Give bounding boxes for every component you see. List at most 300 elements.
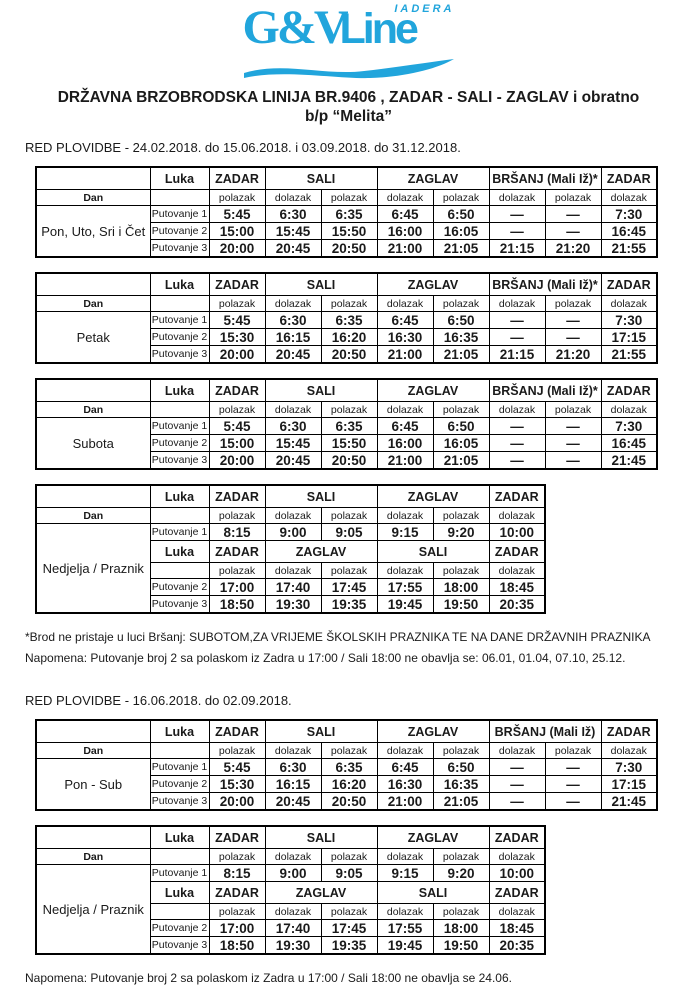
timetable <box>35 484 546 614</box>
time-cell: — <box>545 776 601 793</box>
time-cell: 17:55 <box>377 920 433 937</box>
time-cell: 18:50 <box>209 937 265 955</box>
timetable <box>35 378 658 470</box>
time-cell: — <box>489 776 545 793</box>
time-cell: 15:00 <box>209 435 265 452</box>
day-name: Petak <box>36 312 150 364</box>
time-cell: 16:35 <box>433 776 489 793</box>
col-direction-label: polazak <box>321 849 377 865</box>
time-cell: 20:50 <box>321 793 377 811</box>
trip-label: Putovanje 3 <box>150 596 209 614</box>
time-cell: 8:15 <box>209 524 265 541</box>
time-cell: 9:20 <box>433 524 489 541</box>
port-header: ZAGLAV <box>265 541 377 563</box>
time-cell: 20:45 <box>265 452 321 470</box>
col-direction-label: dolazak <box>377 402 433 418</box>
time-cell: 6:35 <box>321 759 377 776</box>
time-cell: 19:45 <box>377 596 433 614</box>
time-cell: 21:05 <box>433 452 489 470</box>
time-cell: — <box>489 452 545 470</box>
time-cell: 6:45 <box>377 759 433 776</box>
port-header: ZADAR <box>209 485 265 508</box>
putovanje-header-blank <box>150 508 209 524</box>
col-direction-label: polazak <box>545 402 601 418</box>
wave-icon <box>243 59 455 79</box>
time-cell: 9:05 <box>321 524 377 541</box>
port-header: ZADAR <box>489 826 545 849</box>
trip-label: Putovanje 2 <box>150 776 209 793</box>
trip-label: Putovanje 2 <box>150 920 209 937</box>
col-direction-label: polazak <box>433 190 489 206</box>
time-cell: — <box>545 312 601 329</box>
col-direction-label: dolazak <box>489 402 545 418</box>
trip-label: Putovanje 3 <box>150 937 209 955</box>
time-cell: 18:45 <box>489 920 545 937</box>
col-direction-label: polazak <box>321 296 377 312</box>
time-cell: — <box>489 759 545 776</box>
time-cell: — <box>545 329 601 346</box>
time-cell: — <box>545 206 601 223</box>
time-cell: 20:45 <box>265 346 321 364</box>
time-cell: 21:05 <box>433 346 489 364</box>
time-cell: 9:05 <box>321 865 377 882</box>
time-cell: 8:15 <box>209 865 265 882</box>
trip-label: Putovanje 1 <box>150 759 209 776</box>
port-header: ZADAR <box>209 167 265 190</box>
day-header-blank <box>36 379 150 402</box>
port-header: ZADAR <box>601 720 657 743</box>
port-header: SALI <box>265 485 377 508</box>
time-cell: 17:00 <box>209 579 265 596</box>
col-direction-label: dolazak <box>265 296 321 312</box>
time-cell: 16:35 <box>433 329 489 346</box>
time-cell: — <box>545 435 601 452</box>
time-cell: 6:35 <box>321 206 377 223</box>
section-tables <box>25 166 672 614</box>
time-cell: 19:30 <box>265 937 321 955</box>
time-cell: 10:00 <box>489 865 545 882</box>
time-cell: 20:35 <box>489 937 545 955</box>
trip-label: Putovanje 1 <box>150 418 209 435</box>
col-direction-label: polazak <box>433 296 489 312</box>
time-cell: 15:45 <box>265 435 321 452</box>
time-cell: — <box>489 418 545 435</box>
time-cell: 16:05 <box>433 435 489 452</box>
time-cell: 6:35 <box>321 312 377 329</box>
time-cell: 6:30 <box>265 312 321 329</box>
luka-label: Luka <box>150 541 209 563</box>
port-header: BRŠANJ (Mali Iž)* <box>489 167 601 190</box>
time-cell: 16:00 <box>377 223 433 240</box>
time-cell: 17:45 <box>321 579 377 596</box>
time-cell: 17:40 <box>265 920 321 937</box>
time-cell: 16:45 <box>601 223 657 240</box>
time-cell: 20:45 <box>265 240 321 258</box>
time-cell: 16:45 <box>601 435 657 452</box>
day-name: Pon - Sub <box>36 759 150 811</box>
time-cell: 6:50 <box>433 418 489 435</box>
putovanje-header-blank <box>150 849 209 865</box>
col-direction-label: polazak <box>433 743 489 759</box>
dan-label: Dan <box>36 190 150 206</box>
col-direction-label: dolazak <box>265 190 321 206</box>
col-direction-label: polazak <box>433 508 489 524</box>
time-cell: 5:45 <box>209 418 265 435</box>
col-direction-label: dolazak <box>265 904 321 920</box>
time-cell: — <box>489 206 545 223</box>
time-cell: 20:45 <box>265 793 321 811</box>
col-direction-label: dolazak <box>265 402 321 418</box>
port-header: BRŠANJ (Mali Iž)* <box>489 273 601 296</box>
time-cell: — <box>489 223 545 240</box>
time-cell: 6:45 <box>377 312 433 329</box>
time-cell: 16:15 <box>265 329 321 346</box>
port-header: ZADAR <box>209 273 265 296</box>
time-cell: 21:45 <box>601 452 657 470</box>
time-cell: 5:45 <box>209 312 265 329</box>
dan-label: Dan <box>36 296 150 312</box>
time-cell: 21:15 <box>489 346 545 364</box>
time-cell: 17:45 <box>321 920 377 937</box>
port-header: ZAGLAV <box>377 826 489 849</box>
port-header: ZADAR <box>209 720 265 743</box>
col-direction-label: polazak <box>433 563 489 579</box>
time-cell: 20:50 <box>321 240 377 258</box>
col-direction-label: dolazak <box>489 563 545 579</box>
logo-tagline: IADERA <box>394 3 455 15</box>
port-header: SALI <box>377 541 489 563</box>
time-cell: 18:45 <box>489 579 545 596</box>
port-header: ZADAR <box>601 273 657 296</box>
time-cell: 21:15 <box>489 240 545 258</box>
col-direction-label: polazak <box>321 563 377 579</box>
time-cell: — <box>545 793 601 811</box>
time-cell: — <box>489 793 545 811</box>
port-header: SALI <box>265 720 377 743</box>
time-cell: 6:30 <box>265 759 321 776</box>
time-cell: 9:15 <box>377 524 433 541</box>
time-cell: 20:00 <box>209 346 265 364</box>
day-header-blank <box>36 720 150 743</box>
col-direction-label: polazak <box>209 402 265 418</box>
time-cell: 16:30 <box>377 329 433 346</box>
col-direction-label: polazak <box>433 402 489 418</box>
section-notes <box>25 628 672 667</box>
timetable <box>35 825 546 955</box>
col-direction-label: polazak <box>209 743 265 759</box>
time-cell: 19:30 <box>265 596 321 614</box>
dan-label: Dan <box>36 402 150 418</box>
day-header-blank <box>36 167 150 190</box>
putovanje-header-blank <box>150 296 209 312</box>
time-cell: — <box>545 418 601 435</box>
port-header: BRŠANJ (Mali Iž) <box>489 720 601 743</box>
putovanje-header-blank <box>150 743 209 759</box>
port-header: ZADAR <box>601 167 657 190</box>
time-cell: 21:00 <box>377 346 433 364</box>
trip-label: Putovanje 2 <box>150 579 209 596</box>
time-cell: 19:35 <box>321 937 377 955</box>
col-direction-label: dolazak <box>377 508 433 524</box>
time-cell: 17:00 <box>209 920 265 937</box>
note: *Brod ne pristaje u luci Bršanj: SUBOTOM,ZA VRIJEME ŠKOLSKIH PRAZNIKA TE NA DANE DRŽAVNIH PRAZNIKA <box>25 630 651 644</box>
port-header: SALI <box>377 882 489 904</box>
port-header: ZADAR <box>209 379 265 402</box>
trip-label: Putovanje 2 <box>150 223 209 240</box>
time-cell: 20:00 <box>209 240 265 258</box>
time-cell: 18:50 <box>209 596 265 614</box>
time-cell: — <box>489 435 545 452</box>
col-direction-label: dolazak <box>489 904 545 920</box>
note: Napomena: Putovanje broj 2 sa polaskom iz Zadra u 17:00 / Sali 18:00 ne obavlja se 24.06. <box>25 971 512 985</box>
port-header: ZADAR <box>209 541 265 563</box>
luka-label: Luka <box>150 167 209 190</box>
time-cell: 16:20 <box>321 776 377 793</box>
time-cell: 19:50 <box>433 596 489 614</box>
time-cell: 16:05 <box>433 223 489 240</box>
time-cell: 21:00 <box>377 452 433 470</box>
port-header: ZADAR <box>489 882 545 904</box>
port-header: ZAGLAV <box>377 720 489 743</box>
col-direction-label: polazak <box>321 508 377 524</box>
col-direction-label: polazak <box>433 849 489 865</box>
time-cell: 21:20 <box>545 346 601 364</box>
time-cell: 9:00 <box>265 865 321 882</box>
time-cell: — <box>489 312 545 329</box>
time-cell: 21:05 <box>433 793 489 811</box>
note: Napomena: Putovanje broj 2 sa polaskom iz Zadra u 17:00 / Sali 18:00 ne obavlja se: 06.01, 01.04, 07.10, 25.12. <box>25 651 626 665</box>
luka-label: Luka <box>150 826 209 849</box>
time-cell: 19:35 <box>321 596 377 614</box>
trip-label: Putovanje 2 <box>150 329 209 346</box>
trip-label: Putovanje 1 <box>150 312 209 329</box>
port-header: SALI <box>265 167 377 190</box>
col-direction-label: polazak <box>209 849 265 865</box>
port-header: BRŠANJ (Mali Iž)* <box>489 379 601 402</box>
trip-label: Putovanje 3 <box>150 793 209 811</box>
col-direction-label: dolazak <box>601 743 657 759</box>
time-cell: — <box>545 223 601 240</box>
dan-label: Dan <box>36 743 150 759</box>
title-line1: DRŽAVNA BRZOBRODSKA LINIJA BR.9406 , ZADAR - SALI - ZAGLAV i obratno <box>57 89 640 106</box>
time-cell: — <box>545 759 601 776</box>
time-cell: 17:15 <box>601 776 657 793</box>
col-direction-label: polazak <box>209 563 265 579</box>
col-direction-label: dolazak <box>265 849 321 865</box>
time-cell: 20:00 <box>209 793 265 811</box>
port-header: ZAGLAV <box>377 379 489 402</box>
trip-label: Putovanje 2 <box>150 435 209 452</box>
time-cell: 15:50 <box>321 223 377 240</box>
time-cell: 6:50 <box>433 759 489 776</box>
logo-line-text: Line <box>339 5 416 53</box>
time-cell: 6:30 <box>265 206 321 223</box>
col-direction-label: dolazak <box>489 743 545 759</box>
logo-gv-text: G&V <box>242 1 346 54</box>
time-cell: 7:30 <box>601 418 657 435</box>
time-cell: 15:30 <box>209 776 265 793</box>
col-direction-label: dolazak <box>489 296 545 312</box>
col-direction-label: polazak <box>545 743 601 759</box>
time-cell: 17:40 <box>265 579 321 596</box>
time-cell: 21:05 <box>433 240 489 258</box>
time-cell: 6:50 <box>433 312 489 329</box>
port-header: ZAGLAV <box>377 273 489 296</box>
trip-label: Putovanje 1 <box>150 865 209 882</box>
time-cell: 6:30 <box>265 418 321 435</box>
time-cell: 16:30 <box>377 776 433 793</box>
col-direction-label: dolazak <box>601 402 657 418</box>
col-direction-label: polazak <box>545 296 601 312</box>
col-direction-label: dolazak <box>489 190 545 206</box>
time-cell: 15:50 <box>321 435 377 452</box>
luka-label: Luka <box>150 882 209 904</box>
time-cell: 18:00 <box>433 920 489 937</box>
luka-label: Luka <box>150 720 209 743</box>
time-cell: 21:00 <box>377 240 433 258</box>
time-cell: 6:45 <box>377 206 433 223</box>
time-cell: 15:45 <box>265 223 321 240</box>
col-direction-label: polazak <box>321 743 377 759</box>
section-notes <box>25 969 672 987</box>
title-line2: b/p “Melita” <box>305 108 392 125</box>
port-header: ZADAR <box>489 485 545 508</box>
trip-label: Putovanje 1 <box>150 206 209 223</box>
dan-label: Dan <box>36 849 150 865</box>
time-cell: 9:20 <box>433 865 489 882</box>
col-direction-label: dolazak <box>489 849 545 865</box>
time-cell: 9:15 <box>377 865 433 882</box>
schedule-section-winter <box>25 140 672 667</box>
time-cell: 5:45 <box>209 206 265 223</box>
schedule-section-summer <box>25 693 672 987</box>
col-direction-label: polazak <box>545 190 601 206</box>
time-cell: 6:35 <box>321 418 377 435</box>
time-cell: 20:50 <box>321 346 377 364</box>
port-header: ZAGLAV <box>377 167 489 190</box>
timetable <box>35 272 658 364</box>
section-heading: RED PLOVIDBE - 16.06.2018. do 02.09.2018. <box>25 693 292 708</box>
day-name: Pon, Uto, Sri i Čet <box>36 206 150 258</box>
col-direction-label: dolazak <box>377 190 433 206</box>
time-cell: 17:55 <box>377 579 433 596</box>
col-direction-label: polazak <box>209 904 265 920</box>
port-header: SALI <box>265 273 377 296</box>
trip-label: Putovanje 3 <box>150 240 209 258</box>
time-cell: 21:55 <box>601 240 657 258</box>
col-direction-label: polazak <box>433 904 489 920</box>
col-direction-label: polazak <box>209 508 265 524</box>
time-cell: 10:00 <box>489 524 545 541</box>
col-direction-label: polazak <box>321 190 377 206</box>
time-cell: 21:00 <box>377 793 433 811</box>
timetable <box>35 166 658 258</box>
time-cell: 20:50 <box>321 452 377 470</box>
time-cell: 20:00 <box>209 452 265 470</box>
port-header: ZAGLAV <box>265 882 377 904</box>
dan-label: Dan <box>36 508 150 524</box>
col-direction-label: dolazak <box>377 563 433 579</box>
time-cell: 19:45 <box>377 937 433 955</box>
time-cell: 21:55 <box>601 346 657 364</box>
col-direction-label: dolazak <box>265 743 321 759</box>
col-direction-label: dolazak <box>377 296 433 312</box>
col-direction-label: dolazak <box>265 563 321 579</box>
col-direction-label: dolazak <box>377 743 433 759</box>
putovanje-header-blank <box>150 402 209 418</box>
time-cell: 21:20 <box>545 240 601 258</box>
col-direction-label: dolazak <box>601 296 657 312</box>
time-cell: — <box>545 452 601 470</box>
col-direction-label: polazak <box>321 402 377 418</box>
port-header: ZAGLAV <box>377 485 489 508</box>
trip-label: Putovanje 3 <box>150 452 209 470</box>
time-cell: 5:45 <box>209 759 265 776</box>
time-cell: 16:20 <box>321 329 377 346</box>
page-title <box>25 88 672 126</box>
time-cell: — <box>489 329 545 346</box>
col-direction-label: polazak <box>209 190 265 206</box>
time-cell: 18:00 <box>433 579 489 596</box>
col-direction-label: dolazak <box>601 190 657 206</box>
putovanje-header-blank <box>150 563 209 579</box>
time-cell: 7:30 <box>601 206 657 223</box>
timetable <box>35 719 658 811</box>
port-header: ZADAR <box>209 826 265 849</box>
trip-label: Putovanje 1 <box>150 524 209 541</box>
day-header-blank <box>36 826 150 849</box>
day-header-blank <box>36 273 150 296</box>
luka-label: Luka <box>150 485 209 508</box>
time-cell: 15:30 <box>209 329 265 346</box>
port-header: ZADAR <box>601 379 657 402</box>
time-cell: 16:15 <box>265 776 321 793</box>
luka-label: Luka <box>150 273 209 296</box>
col-direction-label: dolazak <box>265 508 321 524</box>
time-cell: 17:15 <box>601 329 657 346</box>
day-name: Subota <box>36 418 150 470</box>
col-direction-label: dolazak <box>377 904 433 920</box>
day-name: Nedjelja / Praznik <box>36 865 150 955</box>
time-cell: 9:00 <box>265 524 321 541</box>
day-name: Nedjelja / Praznik <box>36 524 150 614</box>
trip-label: Putovanje 3 <box>150 346 209 364</box>
port-header: ZADAR <box>489 541 545 563</box>
col-direction-label: dolazak <box>489 508 545 524</box>
time-cell: 21:45 <box>601 793 657 811</box>
port-header: SALI <box>265 379 377 402</box>
logo <box>243 0 455 80</box>
section-heading: RED PLOVIDBE - 24.02.2018. do 15.06.2018. i 03.09.2018. do 31.12.2018. <box>25 140 461 155</box>
port-header: SALI <box>265 826 377 849</box>
col-direction-label: dolazak <box>377 849 433 865</box>
putovanje-header-blank <box>150 904 209 920</box>
time-cell: 6:45 <box>377 418 433 435</box>
day-header-blank <box>36 485 150 508</box>
col-direction-label: polazak <box>321 904 377 920</box>
time-cell: 7:30 <box>601 759 657 776</box>
port-header: ZADAR <box>209 882 265 904</box>
putovanje-header-blank <box>150 190 209 206</box>
time-cell: 19:50 <box>433 937 489 955</box>
time-cell: 15:00 <box>209 223 265 240</box>
luka-label: Luka <box>150 379 209 402</box>
time-cell: 6:50 <box>433 206 489 223</box>
section-tables <box>25 719 672 955</box>
col-direction-label: polazak <box>209 296 265 312</box>
time-cell: 16:00 <box>377 435 433 452</box>
time-cell: 7:30 <box>601 312 657 329</box>
